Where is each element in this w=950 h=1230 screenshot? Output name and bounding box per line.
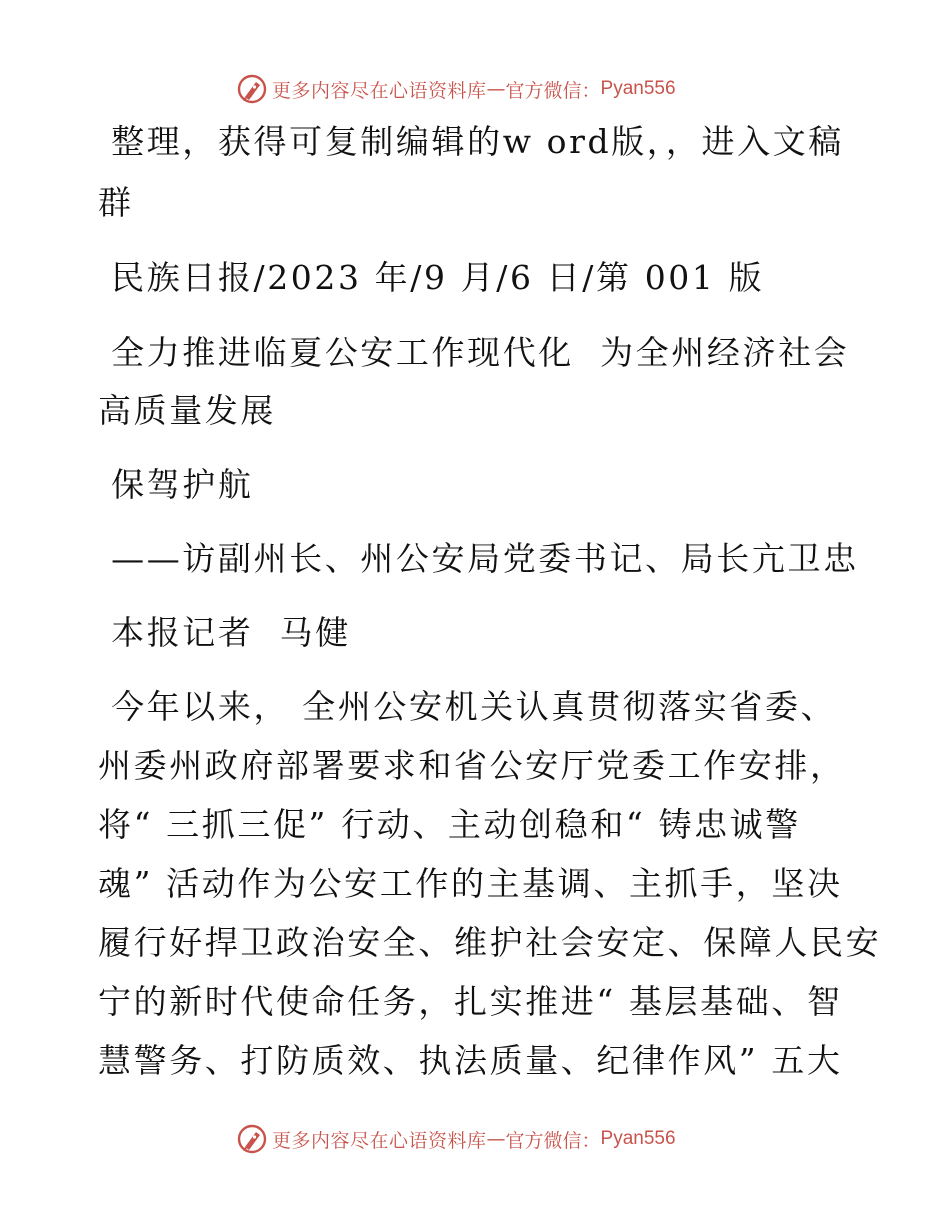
header-watermark-banner xyxy=(236,72,676,106)
body-line: 魂” 活动作为公安工作的主基调、主抓手，坚决 xyxy=(98,864,843,903)
body-line: 州委州政府部署要求和省公安厅党委工作安排， xyxy=(98,746,846,785)
watermark-brand-text: 更多内容尽在心语资料库 xyxy=(272,1129,487,1152)
body-line: 全力推进临夏公安工作现代化 为全州经济社会 xyxy=(98,333,850,372)
body-line: ——访副州长、州公安局党委书记、局长亢卫忠 xyxy=(98,539,859,578)
watermark-wechat-id: Pyan556 xyxy=(600,1128,676,1149)
watermark-wechat-label: 官方微信： xyxy=(505,79,601,102)
body-line: 整理，获得可复制编辑的w ord版，，进入文稿 xyxy=(98,122,844,161)
footer-watermark-banner xyxy=(236,1122,676,1156)
watermark-wechat-id: Pyan556 xyxy=(600,78,676,99)
body-line: 群 xyxy=(98,183,134,222)
body-line: 今年以来， 全州公安机关认真贯彻落实省委、 xyxy=(98,687,837,726)
body-line: 高质量发展 xyxy=(98,391,276,430)
body-line: 慧警务、打防质效、执法质量、纪律作风” 五大 xyxy=(98,1041,843,1080)
body-line: 保驾护航 xyxy=(98,465,254,504)
body-line: 履行好捍卫政治安全、维护社会安定、保障人民安 xyxy=(98,923,882,962)
pen-nib-circle-icon xyxy=(236,1123,268,1155)
watermark-wechat-label: 官方微信： xyxy=(505,1129,601,1152)
pen-nib-circle-icon xyxy=(236,73,268,105)
body-line: 民族日报/2023 年/9 月/6 日/第 001 版 xyxy=(98,258,765,297)
watermark-separator: — xyxy=(486,1128,506,1150)
body-line: 本报记者 马健 xyxy=(98,613,351,652)
body-line: 宁的新时代使命任务，扎实推进“ 基层基础、智 xyxy=(98,982,843,1021)
body-line: 将“ 三抓三促” 行动、主动创稳和“ 铸忠诚警 xyxy=(98,805,801,844)
watermark-brand-text: 更多内容尽在心语资料库 xyxy=(272,79,487,102)
watermark-separator: — xyxy=(486,78,506,100)
